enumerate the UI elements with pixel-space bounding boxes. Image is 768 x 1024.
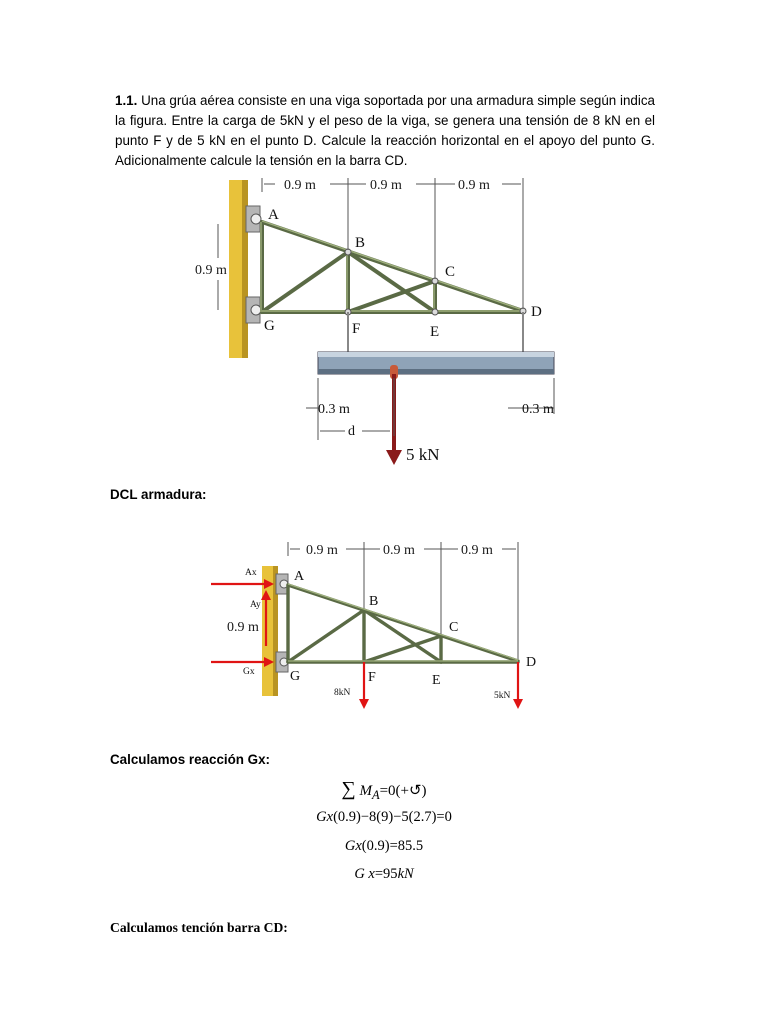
- eq2-text: (0.9)=85.5: [361, 838, 424, 854]
- node-f: F: [352, 321, 361, 337]
- equation-1: [0, 809, 768, 826]
- node-c: C: [445, 264, 456, 280]
- problem-number: 1.1.: [115, 93, 138, 108]
- sum-symbol: ∑: [341, 778, 356, 800]
- dim-beam-left: 0.3 m: [318, 402, 350, 417]
- dim-ab: 0.9 m: [284, 178, 316, 193]
- dim2-bc: 0.9 m: [383, 543, 415, 558]
- node2-e: E: [432, 673, 441, 688]
- dim-cd: 0.9 m: [458, 178, 490, 193]
- node2-b: B: [369, 594, 379, 609]
- tension-heading: Calculamos tención barra CD:: [110, 920, 288, 935]
- eq1-text: (0.9)−8(9)−5(2.7)=0: [333, 809, 452, 825]
- moment-symbol: M: [359, 783, 372, 799]
- force-ay-label: Ay: [250, 600, 261, 610]
- eq3-text: =95: [374, 866, 398, 882]
- dim2-height: 0.9 m: [227, 620, 259, 635]
- force-gx-label: Gx: [243, 667, 255, 677]
- reaction-heading: Calculamos reacción Gx:: [110, 752, 271, 767]
- moment-rest: =0(+↺): [379, 783, 427, 799]
- moment-subscript: A: [371, 788, 380, 802]
- node2-c: C: [449, 620, 459, 635]
- node2-d: D: [526, 655, 537, 670]
- node-d: D: [531, 304, 542, 320]
- load-label: 5 kN: [406, 445, 440, 464]
- node2-f: F: [368, 670, 376, 685]
- dim2-ab: 0.9 m: [306, 543, 338, 558]
- node-e: E: [430, 324, 440, 340]
- moment-equation: [0, 778, 768, 803]
- eq3-unit: kN: [397, 866, 414, 882]
- eq2-var: Gx: [344, 838, 362, 854]
- dim2-cd: 0.9 m: [461, 543, 493, 558]
- problem-text: Una grúa aérea consiste en una viga soportada por una armadura simple según indica la figura. Entre la carga de 5kN y el peso de la viga, se genera una tensión de 8 kN en el punto F y de 5 kN en el punto D. Calcule la reacción horizontal en el apoyo del punto G. Adicionalmente calcule la tensión en la barra CD.: [115, 93, 655, 168]
- force-ax-label: Ax: [245, 568, 257, 578]
- dim-bc: 0.9 m: [370, 178, 402, 193]
- load-d-label: 5kN: [494, 691, 511, 701]
- node2-g: G: [290, 669, 301, 684]
- node2-a: A: [294, 569, 305, 584]
- eq1-var: Gx: [316, 809, 334, 825]
- dcl-heading: DCL armadura:: [110, 487, 207, 502]
- node-b: B: [355, 235, 366, 251]
- load-f-label: 8kN: [334, 688, 351, 698]
- equation-2: [0, 838, 768, 855]
- dim-beam-right: 0.3 m: [522, 402, 554, 417]
- node-a: A: [268, 207, 279, 223]
- equation-3: [0, 866, 768, 883]
- dim-height: 0.9 m: [195, 263, 227, 278]
- dim-d: d: [348, 424, 355, 439]
- node-g: G: [264, 318, 275, 334]
- eq3-var: G x: [354, 866, 375, 882]
